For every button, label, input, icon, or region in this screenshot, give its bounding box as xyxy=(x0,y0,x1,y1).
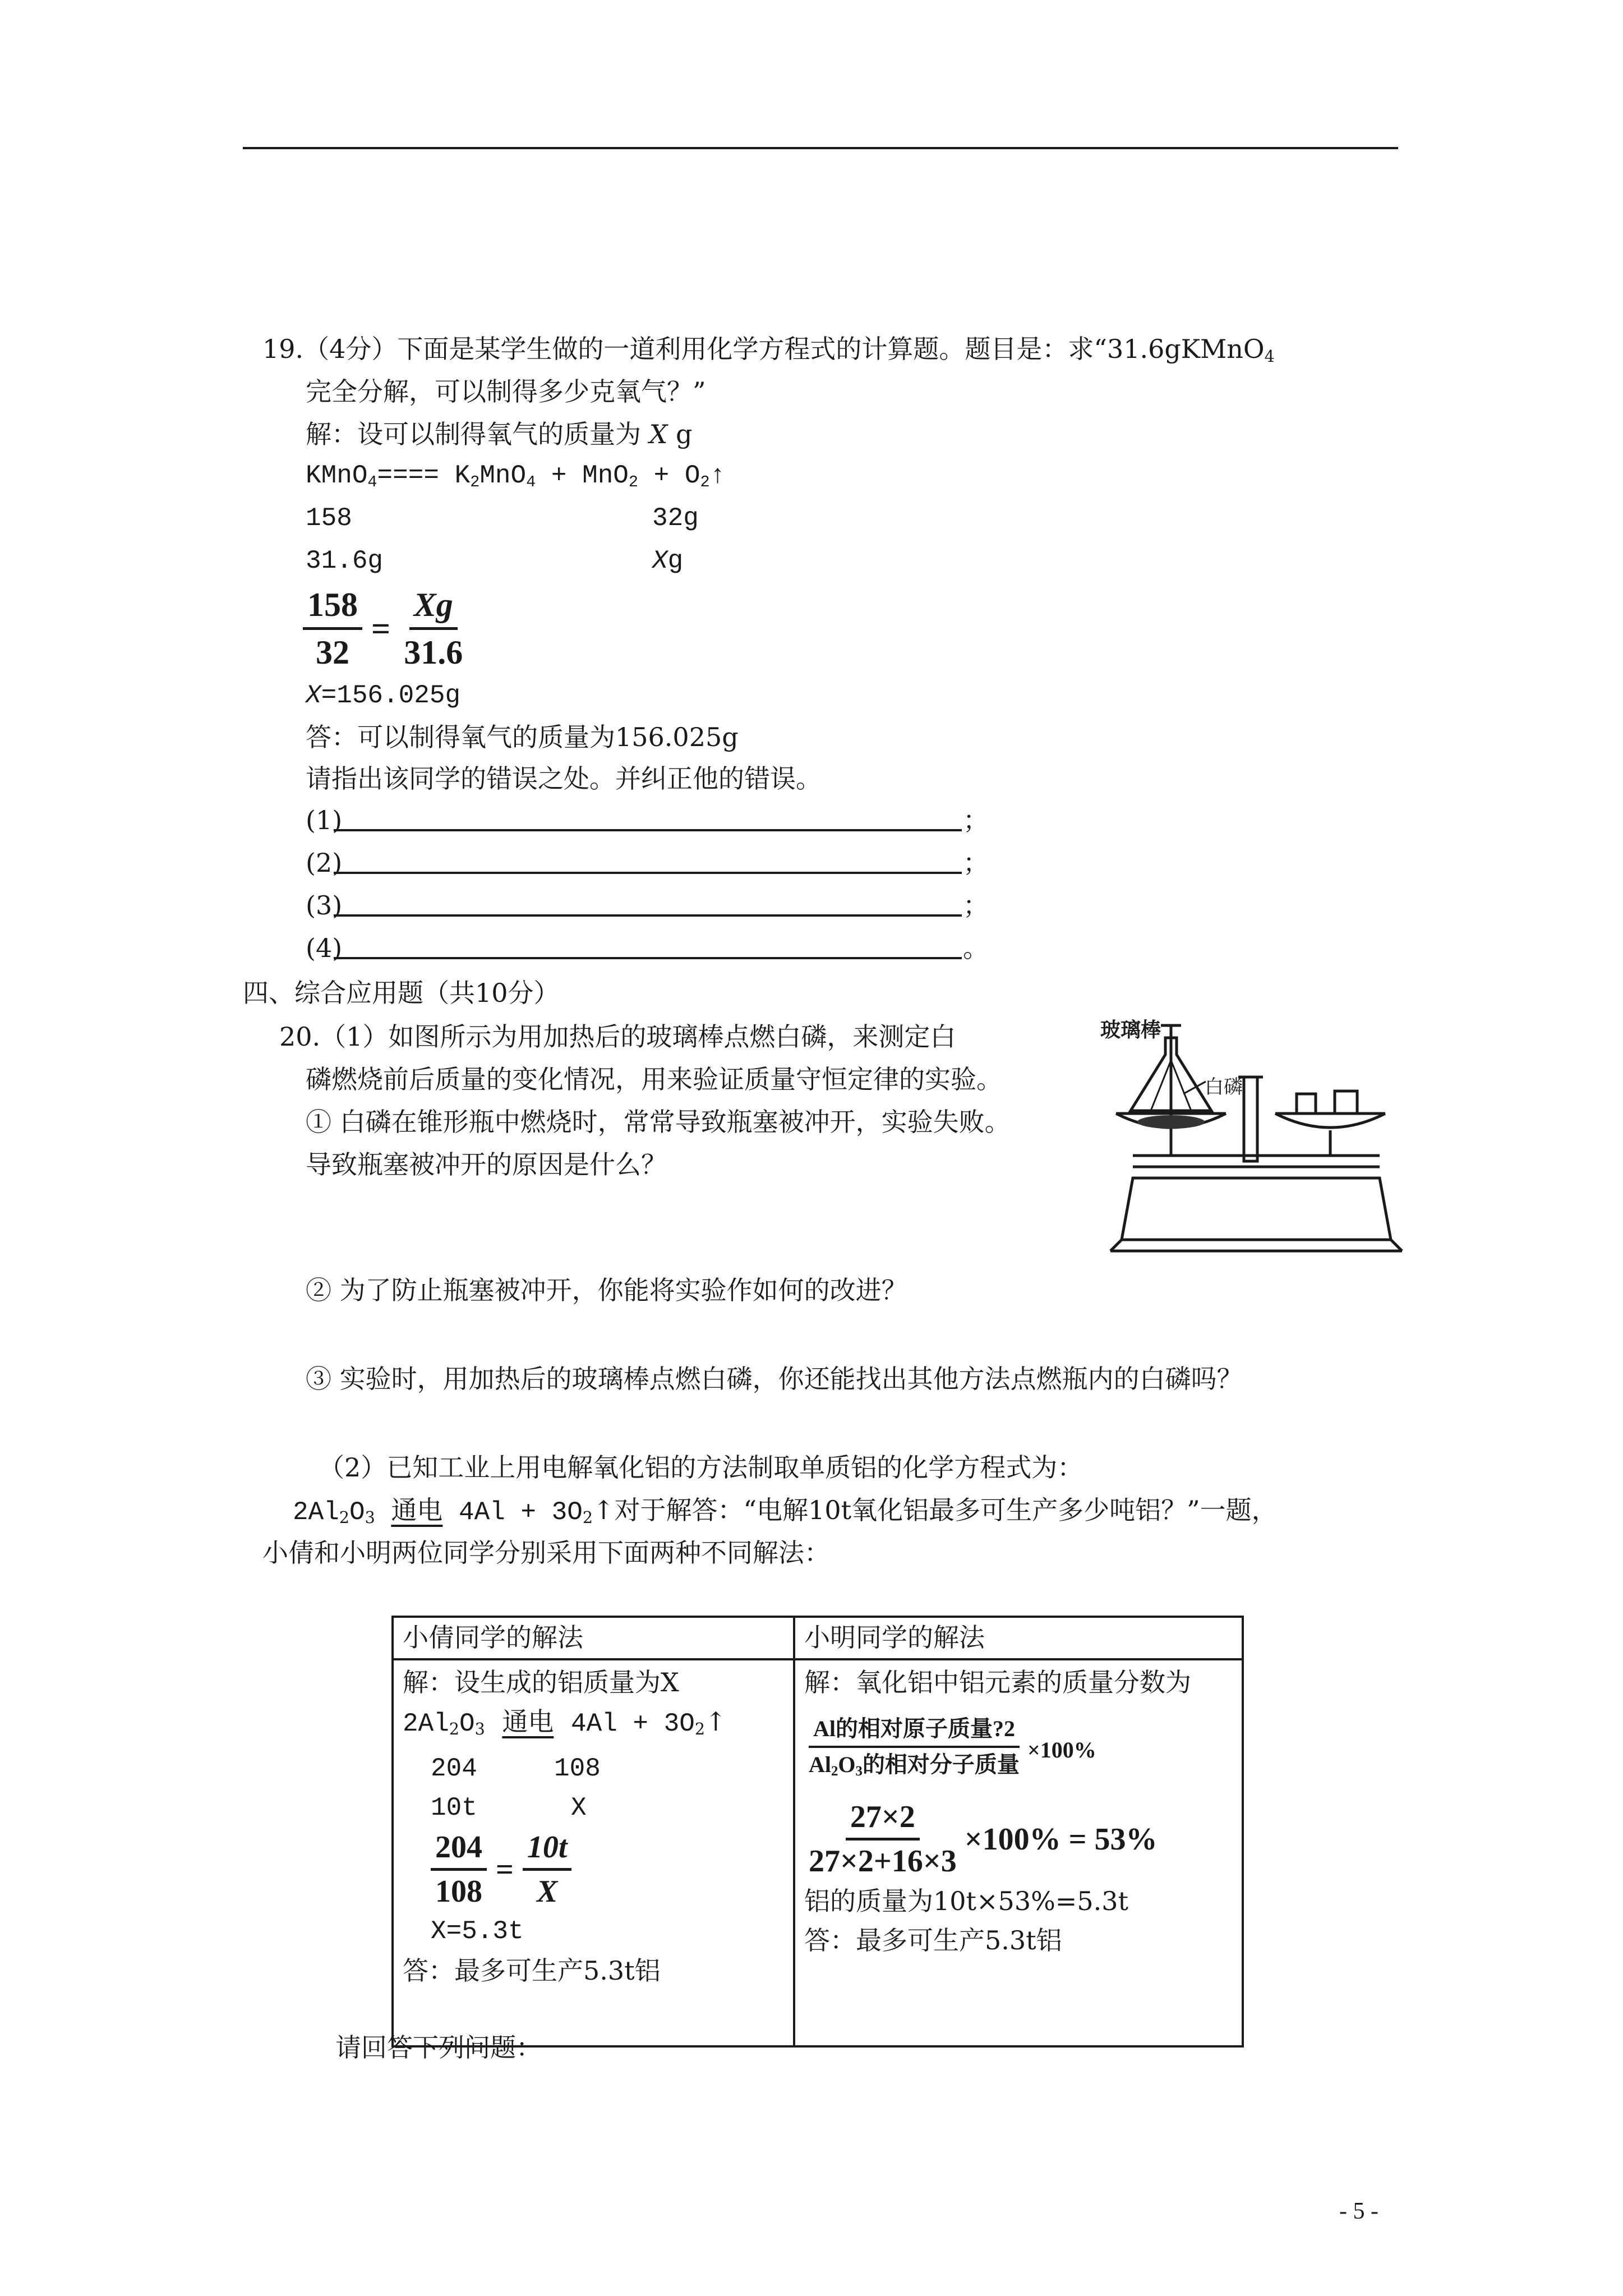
left-frac-1 xyxy=(431,1828,487,1911)
q20-p1-line2: 磷燃烧前后质量的变化情况，用来验证质量守恒定律的实验。 xyxy=(306,1064,1002,1094)
eq-k2-sub: 2 xyxy=(470,473,480,492)
p2-eq-o: O xyxy=(349,1498,365,1527)
eq-kmno4: KMnO xyxy=(306,461,368,490)
p2-eq-left: 2Al xyxy=(293,1498,339,1527)
q19-frac-left xyxy=(303,583,362,674)
left-eq-condition: 通电 xyxy=(502,1706,554,1737)
q19-frac-right xyxy=(399,583,467,674)
blank-label: (1) xyxy=(306,805,343,835)
eq-mno4: MnO xyxy=(479,461,527,490)
left-frac-2-num: 10t xyxy=(523,1828,572,1871)
section4-title: 四、综合应用题（共10分） xyxy=(243,978,560,1008)
table-cell-left xyxy=(393,1659,794,2046)
left-row1 xyxy=(403,1749,784,1788)
q20-sub2: ② 为了防止瓶塞被冲开，你能将实验作如何的改进？ xyxy=(306,1275,907,1305)
balance-figure xyxy=(1099,1010,1413,1279)
right-mass: 铝的质量为10t×53%=5.3t xyxy=(804,1886,1128,1916)
eq-plus-2: + xyxy=(653,461,670,490)
right-frac-1-den-s1: 2 xyxy=(831,1764,838,1779)
left-eq-s2: 3 xyxy=(474,1720,485,1739)
blank-label: (2) xyxy=(306,848,343,878)
left-frac-2 xyxy=(523,1828,572,1911)
right-frac-1-den-c: 的相对分子质量 xyxy=(862,1752,1020,1777)
q19-solution-unit: g xyxy=(676,419,693,449)
left-frac-1-den: 108 xyxy=(435,1874,482,1910)
blank-end: 。 xyxy=(963,933,989,963)
right-frac-1-den-b: O xyxy=(838,1752,856,1777)
eq-kmno4-sub: 4 xyxy=(367,473,377,492)
blank-label: (3) xyxy=(306,890,343,921)
eq-mno2-sub: 2 xyxy=(628,473,639,492)
up-arrow-icon: ↑ xyxy=(709,461,726,490)
q20-p1-line1: 20.（1）如图所示为用加热后的玻璃棒点燃白磷，来测定白 xyxy=(279,1022,956,1052)
eq-k2: K xyxy=(454,461,471,490)
header-rule xyxy=(243,147,1398,149)
right-frac-1-tail: ×100% xyxy=(1027,1737,1096,1763)
answer-line[interactable] xyxy=(334,914,962,917)
left-result: X=5.3t xyxy=(431,1917,524,1947)
q19-solution-var: X xyxy=(649,419,668,449)
eq-o2-sub: 2 xyxy=(700,473,710,492)
p2-eq-sub2: 3 xyxy=(365,1508,375,1527)
right-frac-2 xyxy=(804,1797,961,1881)
page-number: - 5 - xyxy=(1339,2198,1378,2224)
answer-line[interactable] xyxy=(334,872,962,874)
q19-answer: 答：可以制得氧气的质量为156.025g xyxy=(306,722,739,752)
right-line1: 解：氧化铝中铝元素的质量分数为 xyxy=(804,1667,1191,1697)
q20-p2-line3: 小倩和小明两位同学分别采用下面两种不同解法： xyxy=(262,1538,830,1568)
up-arrow-icon: ↑ xyxy=(705,1706,727,1737)
left-eq-b: O xyxy=(459,1709,475,1738)
right-frac-1-den xyxy=(804,1748,1024,1787)
left-proportion xyxy=(403,1828,784,1912)
q19-result-var: X xyxy=(306,681,321,710)
q19-row2-left: 31.6g xyxy=(306,546,384,576)
left-row1-a: 204 xyxy=(431,1754,477,1784)
q19-row2-unit: g xyxy=(667,546,684,576)
blank-label: (4) xyxy=(306,933,343,963)
q19-result-text: =156.025g xyxy=(321,681,461,710)
right-frac-1-den-s2: 3 xyxy=(855,1764,863,1779)
p2-line2-rest: 对于解答：“电解10t氧化铝最多可生产多少吨铝？”一题， xyxy=(614,1495,1278,1525)
right-frac-2-row xyxy=(804,1792,1233,1881)
blank-end: ； xyxy=(963,890,989,921)
q20-closing: 请回答下列问题： xyxy=(335,2032,542,2063)
eq-arrow: ==== xyxy=(377,461,439,490)
q19-blank-4[interactable] xyxy=(306,931,1001,965)
left-frac-1-num: 204 xyxy=(431,1828,487,1871)
eq-plus-1: + xyxy=(551,461,567,490)
left-eq-s1: 2 xyxy=(449,1720,459,1739)
q19-frac-left-den: 32 xyxy=(316,634,349,671)
right-answer: 答：最多可生产5.3t铝 xyxy=(804,1925,1062,1955)
left-frac-eq: = xyxy=(496,1852,514,1887)
q19-blank-1[interactable] xyxy=(306,803,1001,837)
q19-solution-intro xyxy=(306,417,692,451)
q19-blank-2[interactable] xyxy=(306,846,1001,880)
q19-heading-text: 19.（4分）下面是某学生做的一道利用化学方程式的计算题。题目是：求“31.6gKMnO xyxy=(262,334,1265,364)
q20-p2-line1: （2）已知工业上用电解氧化铝的方法制取单质铝的化学方程式为： xyxy=(319,1452,1083,1483)
right-frac-2-num: 27×2 xyxy=(846,1797,920,1841)
table-cell-right xyxy=(794,1659,1243,2046)
left-frac-2-den: X xyxy=(537,1874,558,1910)
table-head-left: 小倩同学的解法 xyxy=(393,1617,794,1659)
blank-end: ； xyxy=(963,805,989,835)
q19-row2-right xyxy=(652,544,683,578)
p2-eq-right: 4Al + 3O xyxy=(459,1498,583,1527)
blank-end: ； xyxy=(963,848,989,878)
q19-blank-3[interactable] xyxy=(306,889,1001,922)
p2-eq-sub3: 2 xyxy=(582,1508,593,1527)
q19-frac-right-den: 31.6 xyxy=(404,634,463,671)
table-head-right: 小明同学的解法 xyxy=(794,1617,1243,1659)
q19-instruction: 请指出该同学的错误之处。并纠正他的错误。 xyxy=(306,763,822,794)
left-equation xyxy=(403,1702,784,1749)
p2-eq-sub1: 2 xyxy=(339,1508,349,1527)
q19-heading-sub: 4 xyxy=(1264,347,1275,366)
q20-p2-line2 xyxy=(293,1493,1278,1535)
left-answer: 答：最多可生产5.3t铝 xyxy=(403,1955,661,1986)
q19-frac-eq: = xyxy=(371,610,391,647)
eq-o2: O xyxy=(684,461,700,490)
left-row2-b: X xyxy=(571,1793,587,1823)
q20-sub3: ③ 实验时，用加热后的玻璃棒点燃白磷，你还能找出其他方法点燃瓶内的白磷吗？ xyxy=(306,1364,1243,1394)
q19-result xyxy=(306,679,460,712)
q19-heading-cont: 完全分解，可以制得多少克氧气？” xyxy=(306,376,706,407)
right-frac-2-tail: ×100% = 53% xyxy=(964,1821,1158,1857)
right-frac-2-den: 27×2+16×3 xyxy=(809,1844,957,1879)
balance-illustration xyxy=(1099,1010,1413,1279)
q19-proportion xyxy=(303,583,467,674)
left-row1-b: 108 xyxy=(554,1754,601,1784)
label-white-phosphorus: 白磷 xyxy=(1205,1076,1243,1098)
q20-sub1-line1: ① 白磷在锥形瓶中燃烧时，常常导致瓶塞被冲开，实验失败。 xyxy=(306,1107,1011,1137)
left-eq-c: 4Al + 3O xyxy=(571,1709,695,1738)
left-row2 xyxy=(403,1788,784,1828)
right-frac-1 xyxy=(804,1713,1024,1787)
left-eq-a: 2Al xyxy=(403,1709,449,1738)
eq-mno4-sub: 4 xyxy=(526,473,536,492)
q19-row1-right: 32g xyxy=(652,504,699,533)
right-frac-1-den-a: Al xyxy=(809,1752,831,1777)
q19-equation xyxy=(306,459,725,499)
q19-heading xyxy=(262,332,1275,374)
p2-eq-condition: 通电 xyxy=(391,1495,443,1525)
q20-sub1-line2: 导致瓶塞被冲开的原因是什么？ xyxy=(306,1149,667,1180)
solutions-table xyxy=(391,1616,1244,2047)
q19-frac-right-num: Xg xyxy=(409,583,458,630)
answer-line[interactable] xyxy=(334,829,962,831)
answer-line[interactable] xyxy=(334,957,962,959)
left-row2-a: 10t xyxy=(431,1793,477,1823)
left-line1: 解：设生成的铝质量为X xyxy=(403,1667,679,1697)
q19-row1-left: 158 xyxy=(306,504,352,533)
right-frac-1-num: Al的相对原子质量?2 xyxy=(809,1713,1020,1748)
q19-row2-var: X xyxy=(652,546,668,576)
label-glass-rod: 玻璃棒 xyxy=(1100,1019,1161,1042)
left-eq-s3: 2 xyxy=(694,1720,705,1739)
up-arrow-icon: ↑ xyxy=(593,1495,615,1525)
q19-solution-intro-text: 解：设可以制得氧气的质量为 xyxy=(306,419,641,449)
q19-frac-left-num: 158 xyxy=(303,583,362,630)
right-frac-1-row xyxy=(804,1702,1233,1792)
eq-mno2: MnO xyxy=(582,461,629,490)
